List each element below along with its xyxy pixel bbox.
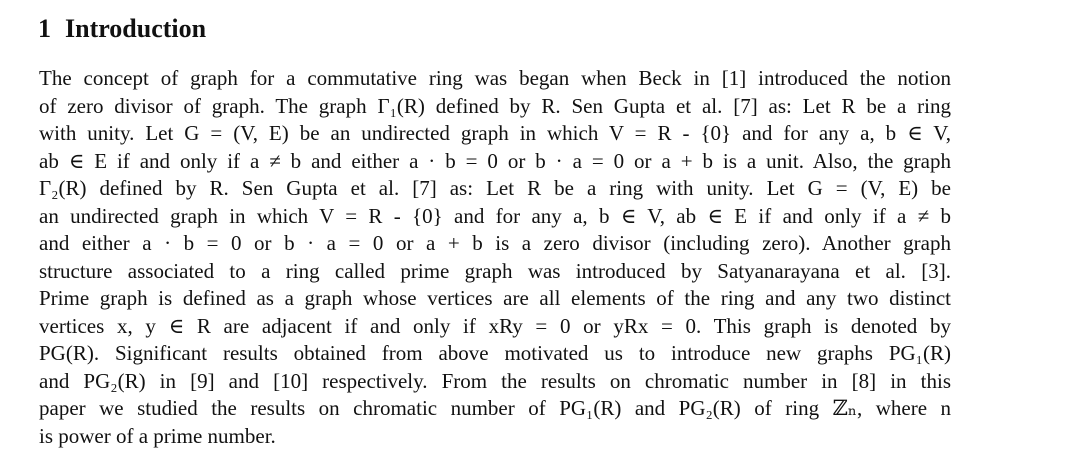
section-number: 1: [38, 14, 51, 43]
paragraph-line: and PG₂(R) in [9] and [10] respectively. From the results on chromatic number in [8] in this: [39, 368, 951, 393]
paragraph-line: PG(R). Significant results obtained from above motivated us to introduce new graphs PG₁(R): [39, 341, 951, 365]
paragraph-line: Prime graph is defined as a graph whose vertices are all elements of the ring and any two distinct: [39, 286, 951, 310]
section-heading: [38, 12, 206, 46]
paragraph-line: The concept of graph for a commutative ring was began when Beck in [1] introduced the notion: [39, 66, 951, 90]
paragraph-line: an undirected graph in which V = R - {0} and for any a, b ∈ V, ab ∈ E if and only if a ≠ b: [39, 203, 951, 228]
paragraph-line: and either a · b = 0 or b · a = 0 or a + b is a zero divisor (including zero). Another graph: [39, 231, 951, 255]
paragraph-line: paper we studied the results on chromatic number of PG₁(R) and PG₂(R) of ring ℤₙ, where n: [39, 396, 951, 420]
paragraph-line: of zero divisor of graph. The graph Γ₁(R) defined by R. Sen Gupta et al. [7] as: Let R be a ring: [39, 93, 951, 118]
paragraph-line: structure associated to a ring called prime graph was introduced by Satyanarayana et al. [3].: [39, 258, 951, 283]
introduction-paragraph: [39, 65, 951, 450]
paragraph-line: vertices x, y ∈ R are adjacent if and only if xRy = 0 or yRx = 0. This graph is denoted by: [39, 313, 951, 338]
paragraph-line: ab ∈ E if and only if a ≠ b and either a · b = 0 or b · a = 0 or a + b is a unit. Also, the graph: [39, 148, 951, 173]
paragraph-line: with unity. Let G = (V, E) be an undirected graph in which V = R - {0} and for any a, b ∈ V,: [39, 121, 951, 145]
paragraph-line: Γ₂(R) defined by R. Sen Gupta et al. [7] as: Let R be a ring with unity. Let G = (V, E) be: [39, 176, 951, 200]
section-title: Introduction: [65, 14, 207, 43]
paragraph-line: is power of a prime number.: [39, 423, 276, 448]
